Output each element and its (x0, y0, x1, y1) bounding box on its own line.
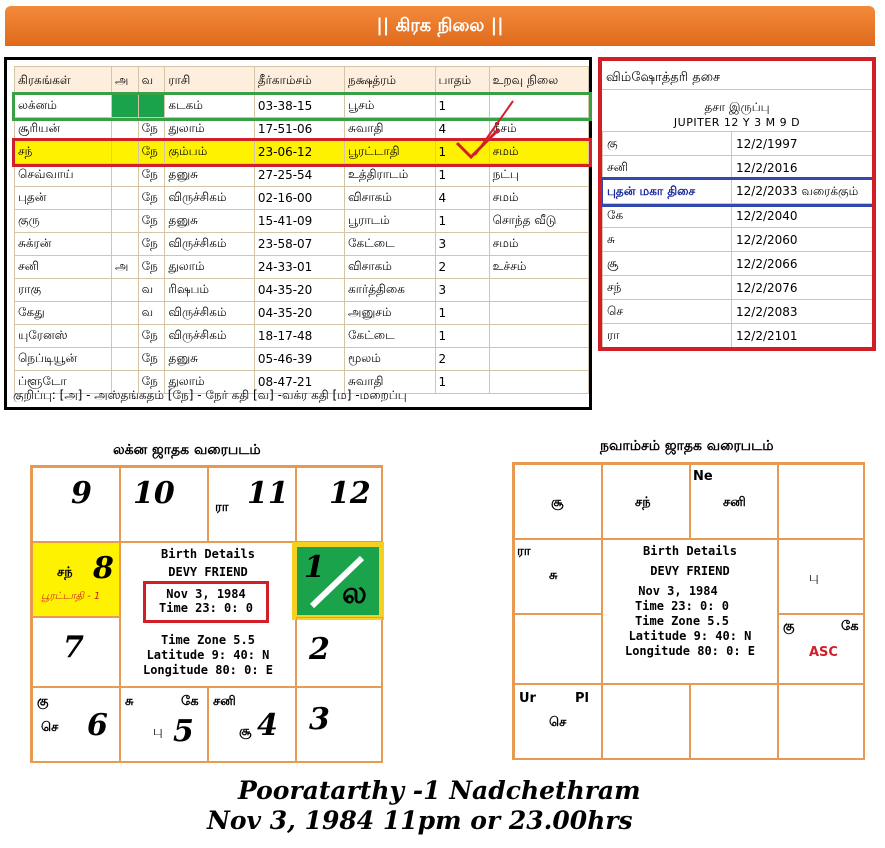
birth-time: Time 23: 0: 0 (635, 599, 729, 613)
table-cell: 18-17-48 (254, 325, 344, 348)
birth-details-center (120, 542, 296, 687)
navamsa-cell (690, 684, 778, 760)
planet-label: சனி (723, 495, 746, 510)
dasa-cell: 12/2/2016 (732, 156, 877, 180)
planet-label: கே (841, 619, 859, 634)
table-cell: நே (138, 141, 165, 164)
dasa-row (603, 276, 877, 300)
planet-position-panel (4, 57, 592, 410)
table-cell (112, 164, 139, 187)
planet-label: கு (783, 619, 795, 634)
dasa-cell: 12/2/2083 (732, 300, 877, 324)
table-cell (112, 118, 139, 141)
native-name: DEVY FRIEND (168, 565, 248, 579)
dasa-row (603, 300, 877, 324)
col-header: தீர்காம்சம் (254, 67, 344, 95)
table-cell: 1 (435, 141, 489, 164)
time-zone: Time Zone 5.5 (161, 633, 255, 647)
house-number: 5 (173, 714, 194, 749)
table-cell: புதன் (15, 187, 112, 210)
table-cell: 1 (435, 325, 489, 348)
table-cell (112, 302, 139, 325)
table-cell (112, 325, 139, 348)
table-cell (112, 279, 139, 302)
planet-label: சனி (213, 694, 236, 709)
table-cell: 04-35-20 (254, 279, 344, 302)
table-cell: 1 (435, 302, 489, 325)
table-cell: பூராடம் (345, 210, 436, 233)
table-row (15, 233, 589, 256)
house-12 (296, 467, 383, 542)
table-cell: சந் (15, 141, 112, 164)
table-cell: லக்னம் (15, 95, 112, 118)
table-cell: நே (138, 118, 165, 141)
col-header: ராசி (165, 67, 254, 95)
table-cell: நே (138, 371, 165, 394)
birth-details-title: Birth Details (161, 547, 255, 561)
table-cell: வ (138, 302, 165, 325)
house-9 (32, 467, 120, 542)
table-cell: நே (138, 325, 165, 348)
table-cell: 15-41-09 (254, 210, 344, 233)
table-cell: கும்பம் (165, 141, 254, 164)
table-cell: மூலம் (345, 348, 436, 371)
navamsa-cell (690, 464, 778, 539)
birth-details-title: Birth Details (643, 544, 737, 558)
dasa-cell: 12/2/2066 (732, 252, 877, 276)
table-cell: உச்சம் (489, 256, 588, 279)
birth-time: Time 23: 0: 0 (159, 601, 253, 615)
navamsa-cell (514, 464, 602, 539)
latitude: Latitude 9: 40: N (628, 629, 752, 643)
house-number: 2 (309, 632, 330, 667)
table-cell (112, 348, 139, 371)
table-cell: 23-06-12 (254, 141, 344, 164)
longitude: Longitude 80: 0: E (142, 663, 274, 677)
check-mark-icon (447, 95, 522, 165)
native-name: DEVY FRIEND (650, 564, 730, 578)
table-cell: நே (138, 210, 165, 233)
house-3 (296, 687, 383, 763)
table-cell: தனுசு (165, 348, 254, 371)
dasa-balance-value: JUPITER 12 Y 3 M 9 D (673, 116, 801, 129)
table-cell: சொந்த வீடு (489, 210, 588, 233)
table-cell: சமம் (489, 187, 588, 210)
table-cell: விருச்சிகம் (165, 233, 254, 256)
house-number: 8 (93, 551, 114, 586)
table-cell: சூரியன் (15, 118, 112, 141)
planet-label: ரா (517, 544, 531, 559)
table-cell: 23-58-07 (254, 233, 344, 256)
table-cell (112, 95, 139, 118)
table-cell: சனி (15, 256, 112, 279)
dasa-cell: செ (603, 300, 732, 324)
table-cell: 1 (435, 164, 489, 187)
house-11 (208, 467, 296, 542)
table-row (15, 302, 589, 325)
dasa-row (603, 252, 877, 276)
table-cell (112, 210, 139, 233)
house-number: 9 (71, 476, 92, 511)
house-7 (32, 617, 120, 687)
navamsa-cell (514, 539, 602, 614)
planet-label: சு (549, 568, 558, 583)
navamsa-cell (778, 684, 865, 760)
planet-label: செ (549, 715, 567, 730)
table-cell: கடகம் (165, 95, 254, 118)
table-cell (489, 302, 588, 325)
dasa-cell: சு (603, 228, 732, 252)
star-label: பூரட்டாதி - 1 (41, 591, 101, 602)
birth-date: Nov 3, 1984 (166, 587, 246, 601)
table-header-row (15, 67, 589, 95)
dasa-cell: புதன் மகா திசை (603, 180, 732, 204)
navamsa-chart-heading: நவாம்சம் ஜாதக வரைபடம் (600, 438, 774, 454)
table-cell: சுவாதி (345, 371, 436, 394)
table-cell: ராகு (15, 279, 112, 302)
page-title: || கிரக நிலை || (5, 6, 875, 46)
dasa-cell: 12/2/2033 வரைக்கும் (732, 180, 877, 204)
planet-label: சூ (551, 495, 564, 510)
dasa-cell: ரா (603, 324, 732, 348)
table-cell: யுரேனஸ் (15, 325, 112, 348)
table-cell: சமம் (489, 141, 588, 164)
house-8 (32, 542, 120, 617)
table-cell: 1 (435, 371, 489, 394)
navamsa-cell (602, 684, 690, 760)
table-cell: சுவாதி (345, 118, 436, 141)
planet-label: ரா (215, 500, 229, 515)
planet-label: Pl (575, 691, 589, 706)
table-row (15, 210, 589, 233)
table-cell (112, 141, 139, 164)
house-10 (120, 467, 208, 542)
table-cell: நே (138, 256, 165, 279)
dasa-cell: 12/2/2076 (732, 276, 877, 300)
dasa-panel (598, 57, 876, 351)
house-number: 6 (87, 708, 108, 743)
latitude: Latitude 9: 40: N (146, 648, 270, 662)
asc-label: ASC (809, 645, 838, 660)
navamsa-cell (778, 539, 865, 614)
table-cell: விருச்சிகம் (165, 302, 254, 325)
planet-label: Ur (519, 691, 536, 706)
col-header: கிரகங்கள் (15, 67, 112, 95)
table-cell: 1 (435, 210, 489, 233)
house-number: 3 (309, 702, 330, 737)
navamsa-cell (778, 464, 865, 539)
planet-label: கே (181, 694, 199, 709)
table-cell: 05-46-39 (254, 348, 344, 371)
table-cell: பூசம் (345, 95, 436, 118)
house-number: 10 (133, 476, 175, 511)
col-header: பாதம் (435, 67, 489, 95)
house-5 (120, 687, 208, 763)
table-cell: 4 (435, 187, 489, 210)
table-cell (138, 95, 165, 118)
table-row (15, 325, 589, 348)
dasa-row (603, 324, 877, 348)
house-number: 12 (329, 476, 371, 511)
table-cell (489, 279, 588, 302)
table-cell (489, 371, 588, 394)
birth-date: Nov 3, 1984 (638, 584, 718, 598)
house-6 (32, 687, 120, 763)
house-number: 1 (304, 550, 325, 585)
dasa-cell: சந் (603, 276, 732, 300)
dasa-row (603, 204, 877, 228)
legend-note: குறிப்பு: [அ] - அஸ்தங்கதம் [நே] - நேர் கதி [வ] -வக்ர கதி [ம] -மறைப்பு (13, 388, 407, 402)
table-cell (489, 325, 588, 348)
lagna-label: ல (342, 576, 367, 611)
planet-label: சந் (635, 495, 651, 510)
table-cell: 3 (435, 233, 489, 256)
table-cell: அனுசம் (345, 302, 436, 325)
table-cell: நே (138, 233, 165, 256)
table-cell: 08-47-21 (254, 371, 344, 394)
planet-label: செ (41, 720, 59, 735)
dasa-cell: சூ (603, 252, 732, 276)
lagna-chart (30, 465, 383, 763)
table-cell (489, 348, 588, 371)
table-cell: நே (138, 164, 165, 187)
table-cell: விருச்சிகம் (165, 187, 254, 210)
navamsa-cell (514, 684, 602, 760)
house-1-lagna (292, 542, 384, 620)
table-cell: 27-25-54 (254, 164, 344, 187)
navamsa-birth-details (602, 539, 778, 684)
lagna-chart-heading: லக்ன ஜாதக வரைபடம் (113, 442, 261, 458)
table-cell: ப்ளூடோ (15, 371, 112, 394)
table-cell: குரு (15, 210, 112, 233)
house-number: 7 (63, 630, 84, 665)
table-cell: கார்த்திகை (345, 279, 436, 302)
navamsa-cell (602, 464, 690, 539)
longitude: Longitude 80: 0: E (624, 644, 756, 658)
table-cell: பூரட்டாதி (345, 141, 436, 164)
navamsa-cell-asc (778, 614, 865, 684)
birth-date-highlight (143, 581, 269, 623)
dasa-row (603, 180, 877, 204)
table-row (15, 164, 589, 187)
table-cell: கேட்டை (345, 325, 436, 348)
planet-label: பு (809, 570, 819, 585)
table-cell: 3 (435, 279, 489, 302)
dasa-title: விம்ஷோத்தரி தசை (606, 70, 721, 85)
table-cell: 2 (435, 348, 489, 371)
house-number: 4 (257, 708, 278, 743)
table-cell: துலாம் (165, 256, 254, 279)
dasa-cell: 12/2/2101 (732, 324, 877, 348)
planet-label: பு (153, 724, 163, 739)
navamsa-cell (514, 614, 602, 684)
table-cell: ரிஷபம் (165, 279, 254, 302)
table-cell: அ (112, 256, 139, 279)
col-header: வ (138, 67, 165, 95)
dasa-balance-label: தசா இருப்பு (704, 100, 770, 114)
table-cell: 4 (435, 118, 489, 141)
table-cell: கேட்டை (345, 233, 436, 256)
table-cell: சமம் (489, 233, 588, 256)
table-cell: வ (138, 279, 165, 302)
planet-label: சந் (57, 565, 73, 580)
table-row (15, 279, 589, 302)
planet-label: சூ (239, 724, 252, 739)
table-cell (112, 233, 139, 256)
house-4 (208, 687, 296, 763)
table-cell: 1 (435, 95, 489, 118)
table-cell: நீசம் (489, 118, 588, 141)
table-cell: 03-38-15 (254, 95, 344, 118)
table-cell: 02-16-00 (254, 187, 344, 210)
dasa-cell: 12/2/2040 (732, 204, 877, 228)
table-cell: 04-35-20 (254, 302, 344, 325)
dasa-row (603, 156, 877, 180)
table-row (15, 187, 589, 210)
col-header: உறவு நிலை (489, 67, 588, 95)
table-cell: துலாம் (165, 371, 254, 394)
table-cell: துலாம் (165, 118, 254, 141)
table-cell: உத்திராடம் (345, 164, 436, 187)
dasa-cell: கு (603, 132, 732, 156)
table-cell: நே (138, 348, 165, 371)
dasa-cell: 12/2/1997 (732, 132, 877, 156)
dasa-cell: கே (603, 204, 732, 228)
house-number: 11 (247, 476, 289, 511)
planet-label: கு (37, 694, 49, 709)
table-row (15, 256, 589, 279)
caption-nakshatra: Pooratarthy -1 Nadchethram (238, 776, 641, 805)
table-cell: நட்பு (489, 164, 588, 187)
table-cell: நெப்டியூன் (15, 348, 112, 371)
navamsa-chart (512, 462, 865, 760)
col-header: அ (112, 67, 139, 95)
dasa-row (603, 228, 877, 252)
table-cell: நே (138, 187, 165, 210)
table-row (15, 348, 589, 371)
table-cell: 17-51-06 (254, 118, 344, 141)
table-cell: விசாகம் (345, 187, 436, 210)
table-cell (112, 187, 139, 210)
table-cell: 2 (435, 256, 489, 279)
table-cell: சுக்ரன் (15, 233, 112, 256)
planet-label: Ne (693, 469, 713, 484)
caption-datetime: Nov 3, 1984 11pm or 23.00hrs (207, 806, 633, 835)
table-cell: செவ்வாய் (15, 164, 112, 187)
table-cell: விசாகம் (345, 256, 436, 279)
col-header: நக்ஷத்ரம் (345, 67, 436, 95)
dasa-cell: சனி (603, 156, 732, 180)
table-cell: 24-33-01 (254, 256, 344, 279)
planet-label: சு (125, 694, 134, 709)
table-cell: கேது (15, 302, 112, 325)
table-cell: தனுசு (165, 210, 254, 233)
dasa-cell: 12/2/2060 (732, 228, 877, 252)
table-cell: தனுசு (165, 164, 254, 187)
dasa-table (602, 131, 876, 348)
time-zone: Time Zone 5.5 (635, 614, 729, 628)
table-cell: விருச்சிகம் (165, 325, 254, 348)
dasa-row (603, 132, 877, 156)
house-2 (296, 617, 383, 687)
